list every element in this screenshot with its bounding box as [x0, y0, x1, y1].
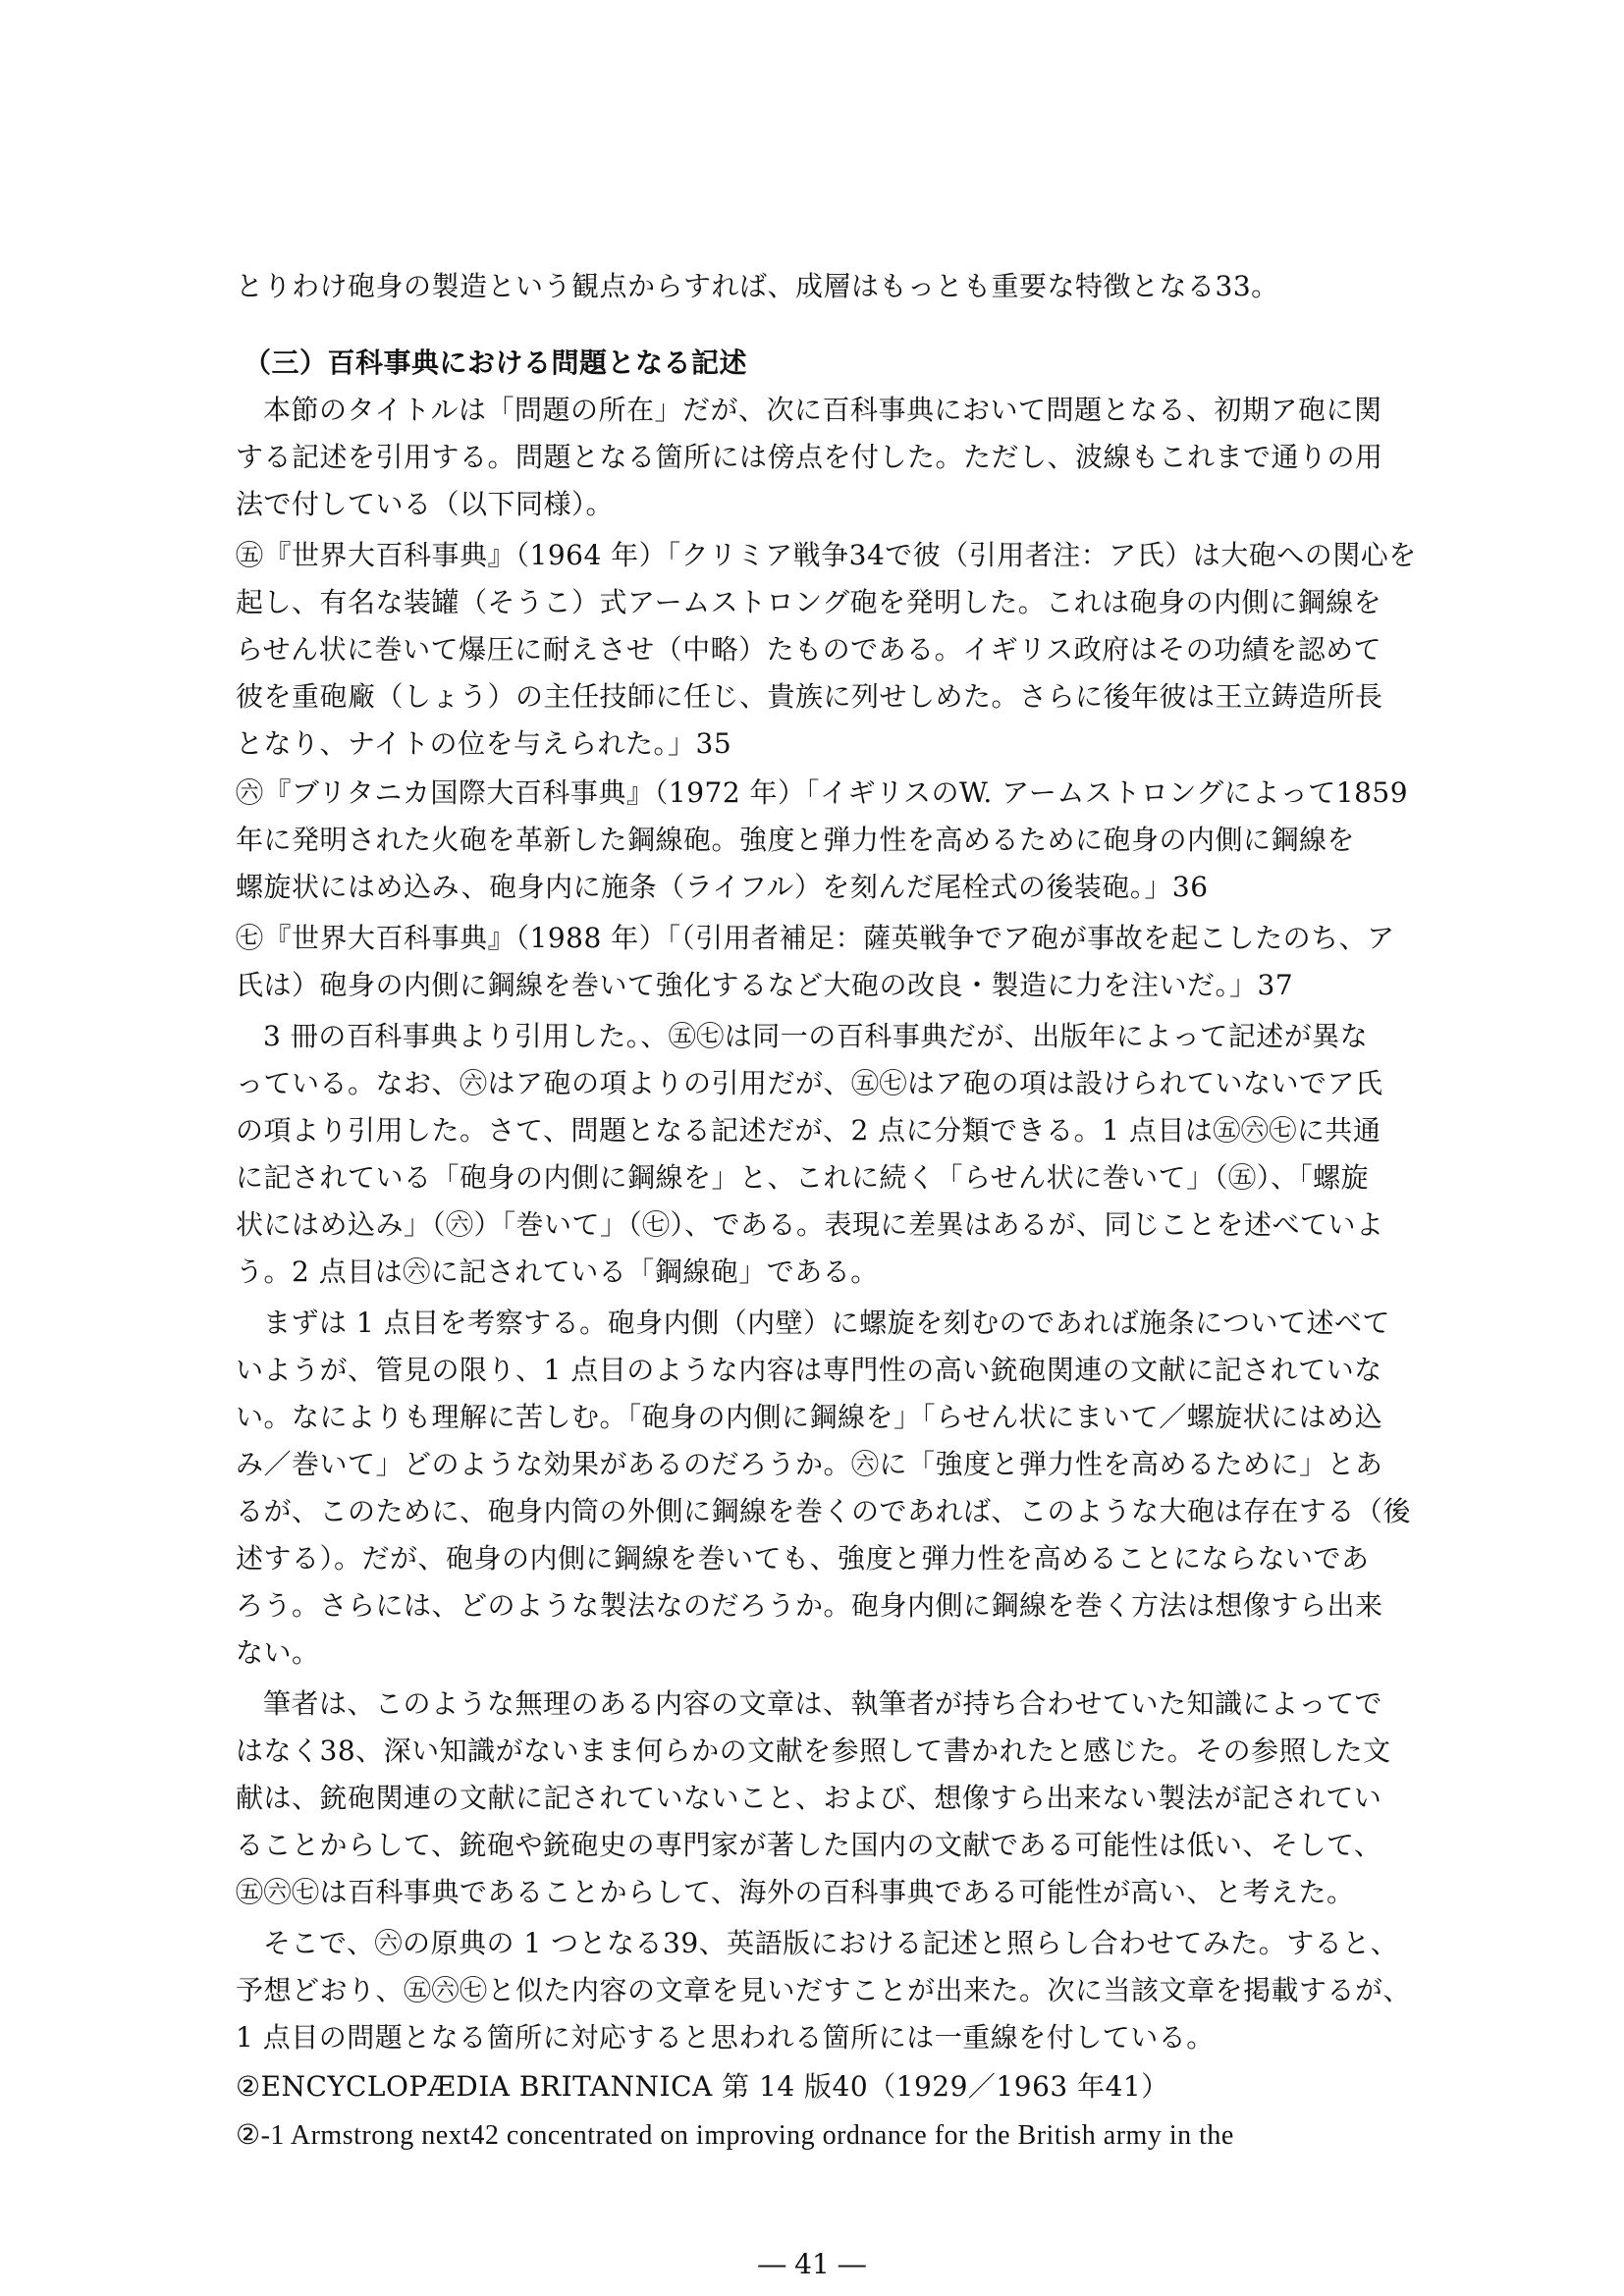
text-line: いようが、管見の限り、1 点目のような内容は専門性の高い銃砲関連の文献に記されていな [236, 1354, 1382, 1386]
text-line: に記されている「砲身の内側に鋼線を」と、これに続く「らせん状に巻いて」（㊄）、「螺旋 [236, 1161, 1370, 1194]
text-line: となり、ナイトの位を与えられた。」35 [236, 727, 732, 760]
text-line: 年に発明された火砲を革新した鋼線砲。強度と弾力性を高めるために砲身の内側に鋼線を [236, 824, 1356, 856]
text-line: ㊄『世界大百科事典』（1964 年）「クリミア戦争34で彼（引用者注：ア氏）は大砲への関心を [236, 539, 1417, 571]
text-line: 起し、有名な装罐（そうこ）式アームストロング砲を発明した。これは砲身の内側に鋼線を [236, 586, 1382, 618]
quote-line: ②-1 Armstrong next42 concentrated on improving ordnance for the British army in the [236, 2120, 1234, 2151]
section-heading: （三）百科事典における問題となる記述 [244, 347, 748, 379]
text-line: ㊄㊅㊆は百科事典であることからして、海外の百科事典である可能性が高い、と考えた。 [236, 1876, 1355, 1908]
text-line: 本節のタイトルは「問題の所在」だが、次に百科事典において問題となる、初期ア砲に関 [263, 394, 1382, 426]
text-line: とりわけ砲身の製造という観点からすれば、成層はもっとも重要な特徴となる33。 [236, 270, 1279, 302]
text-line: 法で付している（以下同様）。 [236, 488, 615, 520]
text-line: の項より引用した。さて、問題となる記述だが、2 点に分類できる。1 点目は㊄㊅㊆に共通 [236, 1114, 1381, 1147]
text-line: 彼を重砲廠（しょう）の主任技師に任じ、貴族に列せしめた。さらに後年彼は王立鋳造所長 [236, 680, 1383, 713]
text-line: ろう。さらには、どのような製法なのだろうか。砲身内側に鋼線を巻く方法は想像すら出来 [236, 1589, 1383, 1622]
text-line: ない。 [236, 1636, 320, 1669]
page-number: ― 41 ― [758, 2248, 866, 2280]
text-line: ㊅『ブリタニカ国際大百科事典』（1972 年）「イギリスのW. アームストロングによって1859 [236, 776, 1409, 809]
text-line: 螺旋状にはめ込み、砲身内に施条（ライフル）を刻んだ尾栓式の後装砲。」36 [236, 871, 1209, 903]
text-line: 献は、銃砲関連の文献に記されていないこと、および、想像すら出来ない製法が記されてい [236, 1782, 1382, 1814]
text-line: ることからして、銃砲や銃砲史の専門家が著した国内の文献である可能性は低い、そして、 [236, 1829, 1382, 1861]
text-line: い。なによりも理解に苦しむ。「砲身の内側に鋼線を」「らせん状にまいて／螺旋状にはめ込 [236, 1401, 1383, 1433]
text-line: まずは 1 点目を考察する。砲身内側（内壁）に螺旋を刻むのであれば施条について述べて [263, 1307, 1391, 1339]
text-line: する記述を引用する。問題となる箇所には傍点を付した。ただし、波線もこれまで通りの用 [236, 441, 1383, 473]
text-line: 1 点目の問題となる箇所に対応すると思われる箇所には一重線を付している。 [236, 2021, 1215, 2054]
text-line: う。2 点目は㊅に記されている「鋼線砲」である。 [236, 1255, 879, 1288]
text-line: み／巻いて」どのような効果があるのだろうか。㊅に「強度と弾力性を高めるために」とあ [236, 1448, 1383, 1480]
text-line: 状にはめ込み」（㊅）「巻いて」（㊆）、である。表現に差異はあるが、同じことを述べていよ [236, 1208, 1384, 1241]
text-line: 筆者は、このような無理のある内容の文章は、執筆者が持ち合わせていた知識によってで [263, 1687, 1383, 1720]
text-line: 氏は）砲身の内側に鋼線を巻いて強化するなど大砲の改良・製造に力を注いだ。」37 [236, 969, 1294, 1001]
text-line: 3 冊の百科事典より引用した。、㊄㊆は同一の百科事典だが、出版年によって記述が異な [263, 1020, 1369, 1052]
text-line: ㊆『世界大百科事典』（1988 年）「（引用者補足：薩英戦争でア砲が事故を起こしたのち、ア [236, 922, 1395, 954]
text-line: るが、このために、砲身内筒の外側に鋼線を巻くのであれば、このような大砲は存在する（後 [236, 1495, 1412, 1527]
text-line: 述する）。だが、砲身の内側に鋼線を巻いても、強度と弾力性を高めることにならないであ [236, 1542, 1370, 1575]
text-line: 予想どおり、㊄㊅㊆と似た内容の文章を見いだすことが出来た。次に当該文章を掲載するが、 [236, 1974, 1412, 2006]
source-title: ②ENCYCLOPÆDIA BRITANNICA 第 14 版40（1929／1963 年41） [236, 2070, 1169, 2103]
text-line: らせん状に巻いて爆圧に耐えさせ（中略）たものである。イギリス政府はその功績を認めて [236, 633, 1382, 666]
text-line: はなく38、深い知識がないまま何らかの文献を参照して書かれたと感じた。その参照した文 [236, 1735, 1391, 1767]
text-line: っている。なお、㊅はア砲の項よりの引用だが、㊄㊆はア砲の項は設けられていないでア氏 [236, 1067, 1383, 1099]
text-line: そこで、㊅の原典の 1 つとなる39、英語版における記述と照らし合わせてみた。すると、 [263, 1927, 1399, 1959]
